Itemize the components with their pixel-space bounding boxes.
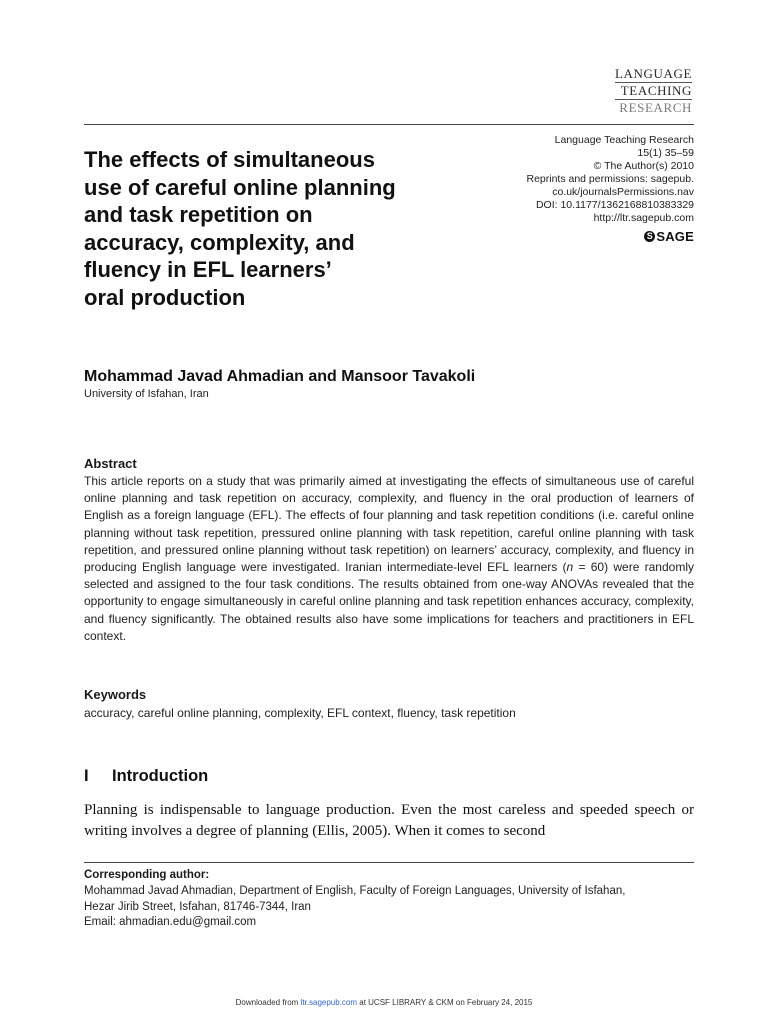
journal-logo-line-3: RESEARCH [619,100,692,115]
reprints-line-1: Reprints and permissions: sagepub. [526,173,694,185]
reprints-line-2[interactable]: co.uk/journalsPermissions.nav [552,186,694,198]
introduction-paragraph: Planning is indispensable to language production. Even the most careless and speeded speech or writing involves a degree of planning (Ellis, 2005). When it comes to second [84,802,694,839]
sage-s-icon: S [644,231,655,242]
download-prefix: Downloaded from [235,998,301,1007]
copyright: © The Author(s) 2010 [593,160,694,172]
authors: Mohammad Javad Ahmadian and Mansoor Tavakoli [84,368,476,385]
abstract-text [84,473,694,645]
journal-logo-line-1: LANGUAGE [614,66,692,81]
journal-logo [615,66,692,115]
section-number: I [84,767,89,785]
article-title [84,146,484,311]
section-title: Introduction [112,767,209,785]
doi[interactable]: DOI: 10.1177/1362168810383329 [535,199,694,211]
abstract-text-part-2: = 60) were randomly selected and assigned to the four task conditions. The results obtained from one-way ANOVAs revealed that the opportunity to engage simultaneously in careful online planning and task repetition enhances accuracy, complexity, and fluency significantly. The obtained results also have some implications for teachers and practitioners in EFL context. [84,560,694,643]
title-line: accuracy, complexity, and [84,229,355,255]
abstract-heading: Abstract [84,456,137,471]
footnote-divider [84,862,694,863]
title-line: fluency in EFL learners’ [84,257,332,282]
title-line: and task repetition on [84,202,313,227]
corresponding-author-email[interactable]: Email: ahmadian.edu@gmail.com [84,916,257,928]
corresponding-author-line-2: Hezar Jirib Street, Isfahan, 81746-7344, Iran [84,900,311,913]
abstract-text-part-1: This article reports on a study that was primarily aimed at investigating the effects of simultaneous use of careful online planning and task repetition on accuracy, complexity, and fluency in the oral production of learners of English as a foreign language (EFL). The effects of four planning and task repetition conditions (i.e. careful online planning without task repetition, pressured online planning with task repetition, careful online planning with task repetition, and pressured online planning without task repetition) on learners’ accuracy, complexity, and fluency in producing English language were investigated. Iranian intermediate-level EFL learners ( [84,474,694,575]
title-line: oral production [84,284,246,310]
download-suffix: at UCSF LIBRARY & CKM on February 24, 2015 [357,998,533,1007]
journal-url[interactable]: http://ltr.sagepub.com [593,212,694,224]
journal-name: Language Teaching Research [554,134,694,146]
keywords-heading: Keywords [84,687,147,702]
journal-logo-line-2: TEACHING [615,83,692,100]
header-divider [84,124,694,125]
title-line: The effects of simultaneous [84,147,375,172]
sage-wordmark: SAGE [656,229,694,244]
download-notice [0,998,768,1007]
volume-pages: 15(1) 35–59 [637,147,694,159]
abstract-n-symbol: n [566,560,574,575]
affiliation: University of Isfahan, Iran [84,388,209,400]
sage-logo [644,229,694,244]
corresponding-author-heading: Corresponding author: [84,869,210,881]
keywords-list: accuracy, careful online planning, complexity, EFL context, fluency, task repetition [84,706,516,720]
corresponding-author-details [84,884,625,931]
title-line: use of careful online planning [84,174,396,200]
download-link[interactable]: ltr.sagepub.com [300,998,358,1007]
corresponding-author-line-1: Mohammad Javad Ahmadian, Department of English, Faculty of Foreign Languages, University of Isfahan, [84,885,626,897]
section-heading-introduction [84,767,208,786]
